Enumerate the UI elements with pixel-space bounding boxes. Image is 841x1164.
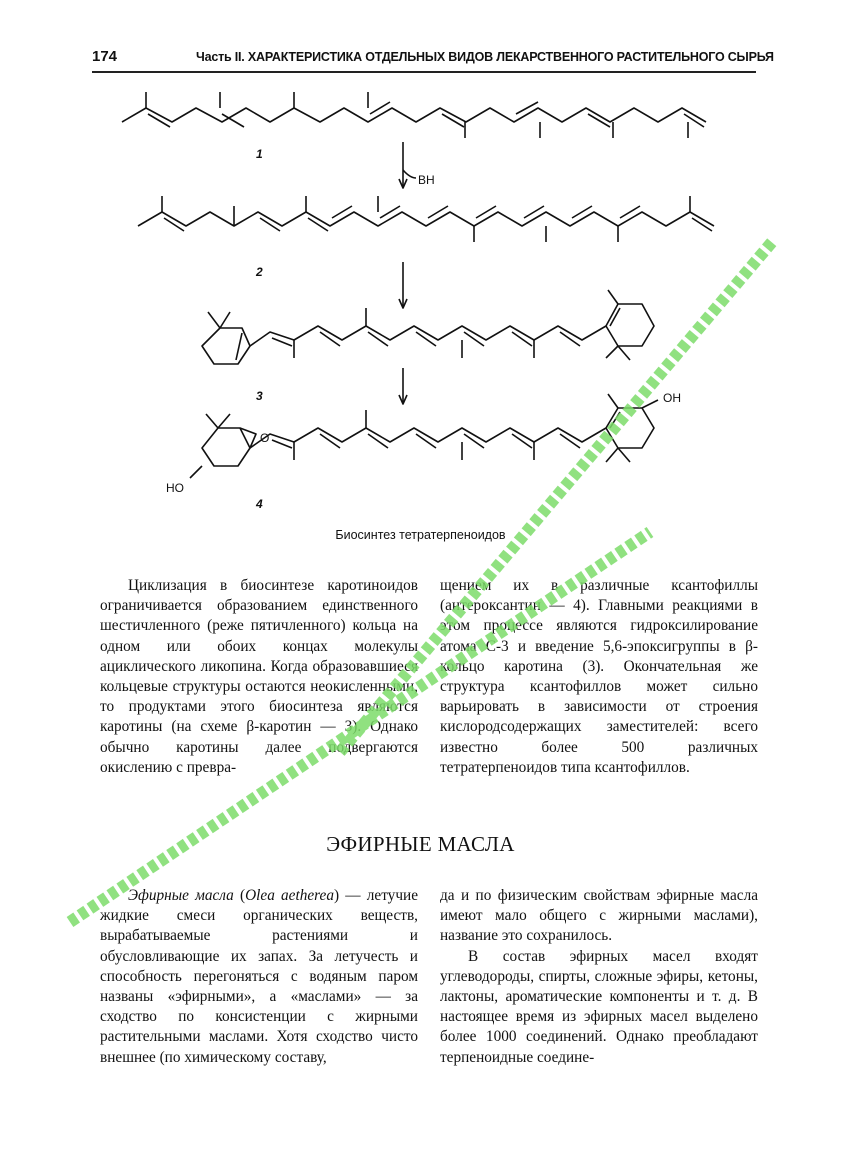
- label-4: 4: [256, 497, 263, 511]
- paragraph-text: Циклизация в биосинтезе каротиноидов ограничивается образованием единственного шестичленного (реже пятичленного) кольца на одном или обоих концах молекулы ациклического ликопина. Когда образовавшиеся кольцевые структуры остаются неокисленными, то продуктами этого биосинтеза являются каротины (на схеме β-каротин — 3). Однако обычно каротины далее подвергаются окислению с превра-: [100, 577, 418, 776]
- oh-label-top: OH: [663, 391, 681, 405]
- header-rule: [92, 71, 756, 73]
- label-1: 1: [256, 147, 263, 161]
- paragraph-cyclization: [100, 576, 418, 778]
- paragraph-essential-oils-composition: [440, 886, 758, 1068]
- reagent-label: BH: [418, 173, 435, 187]
- definition-text: — летучие жидкие смеси органических веществ, вырабатываемые растениями и обусловливающие их запах. За летучесть и способность перегоняться с водяным паром названы «эфирными», а «маслами» — за сходство по консистенции с жирными растительными маслами. Хотя сходство чисто внешнее (по химическому составу,: [100, 887, 418, 1066]
- paragraph-text-2: В состав эфирных масел входят углеводороды, спирты, сложные эфиры, кетоны, лактоны, ароматические компоненты и т. д. В настоящее время из эфирных масел выделено более 1000 соединений. Однако преобладают терпеноидные соедине-: [440, 947, 758, 1066]
- paragraph-text-1: да и по физическим свойствам эфирные масла имеют мало общего с жирными маслами), название это сохранилось.: [440, 887, 758, 945]
- running-title: Часть II. ХАРАКТЕРИСТИКА ОТДЕЛЬНЫХ ВИДОВ ЛЕКАРСТВЕННОГО РАСТИТЕЛЬНОГО СЫРЬЯ: [196, 50, 774, 64]
- paragraph-xanthophylls: [440, 576, 758, 778]
- section-title: ЭФИРНЫЕ МАСЛА: [326, 832, 515, 856]
- scheme-caption: Биосинтез тетратерпеноидов: [335, 528, 506, 542]
- page-number: 174: [92, 48, 118, 65]
- epoxy-label: O: [260, 431, 270, 445]
- molecule-2-structure: [138, 196, 714, 242]
- molecule-3-structure: [202, 290, 654, 364]
- paragraph-text: щением их в различные ксантофиллы (антероксантин — 4). Главными реакциями в этом процессе являются гидроксилирование атома С-3 и введение 5,6-эпоксигруппы в β-кольцо каротина (3). Окончательная же структура ксантофиллов может сильно варьировать в зависимости от строения кислородсодержащих заместителей: всего известно более 500 различных тетратерпеноидов типа ксантофиллов.: [440, 577, 758, 776]
- biosynthesis-scheme: [110, 82, 750, 522]
- label-2: 2: [256, 265, 263, 279]
- ho-label-bottom: HO: [166, 481, 184, 495]
- molecule-1-structure: [122, 92, 706, 138]
- paragraph-essential-oils-def: Эфирные масла (Olea aetherea) — летучие жидкие смеси органических веществ, вырабатываемые растениями и обусловливающие их запах. За летучесть и способность перегоняться с водяным паром названы «эфирными», а «маслами» — за сходство по консистенции с жирными растительными маслами. Хотя сходство чисто внешнее (по химическому составу,: [100, 887, 418, 1066]
- term-latin: Olea aetherea: [245, 887, 334, 904]
- term-essential-oils: Эфирные масла: [128, 887, 234, 904]
- label-3: 3: [256, 389, 263, 403]
